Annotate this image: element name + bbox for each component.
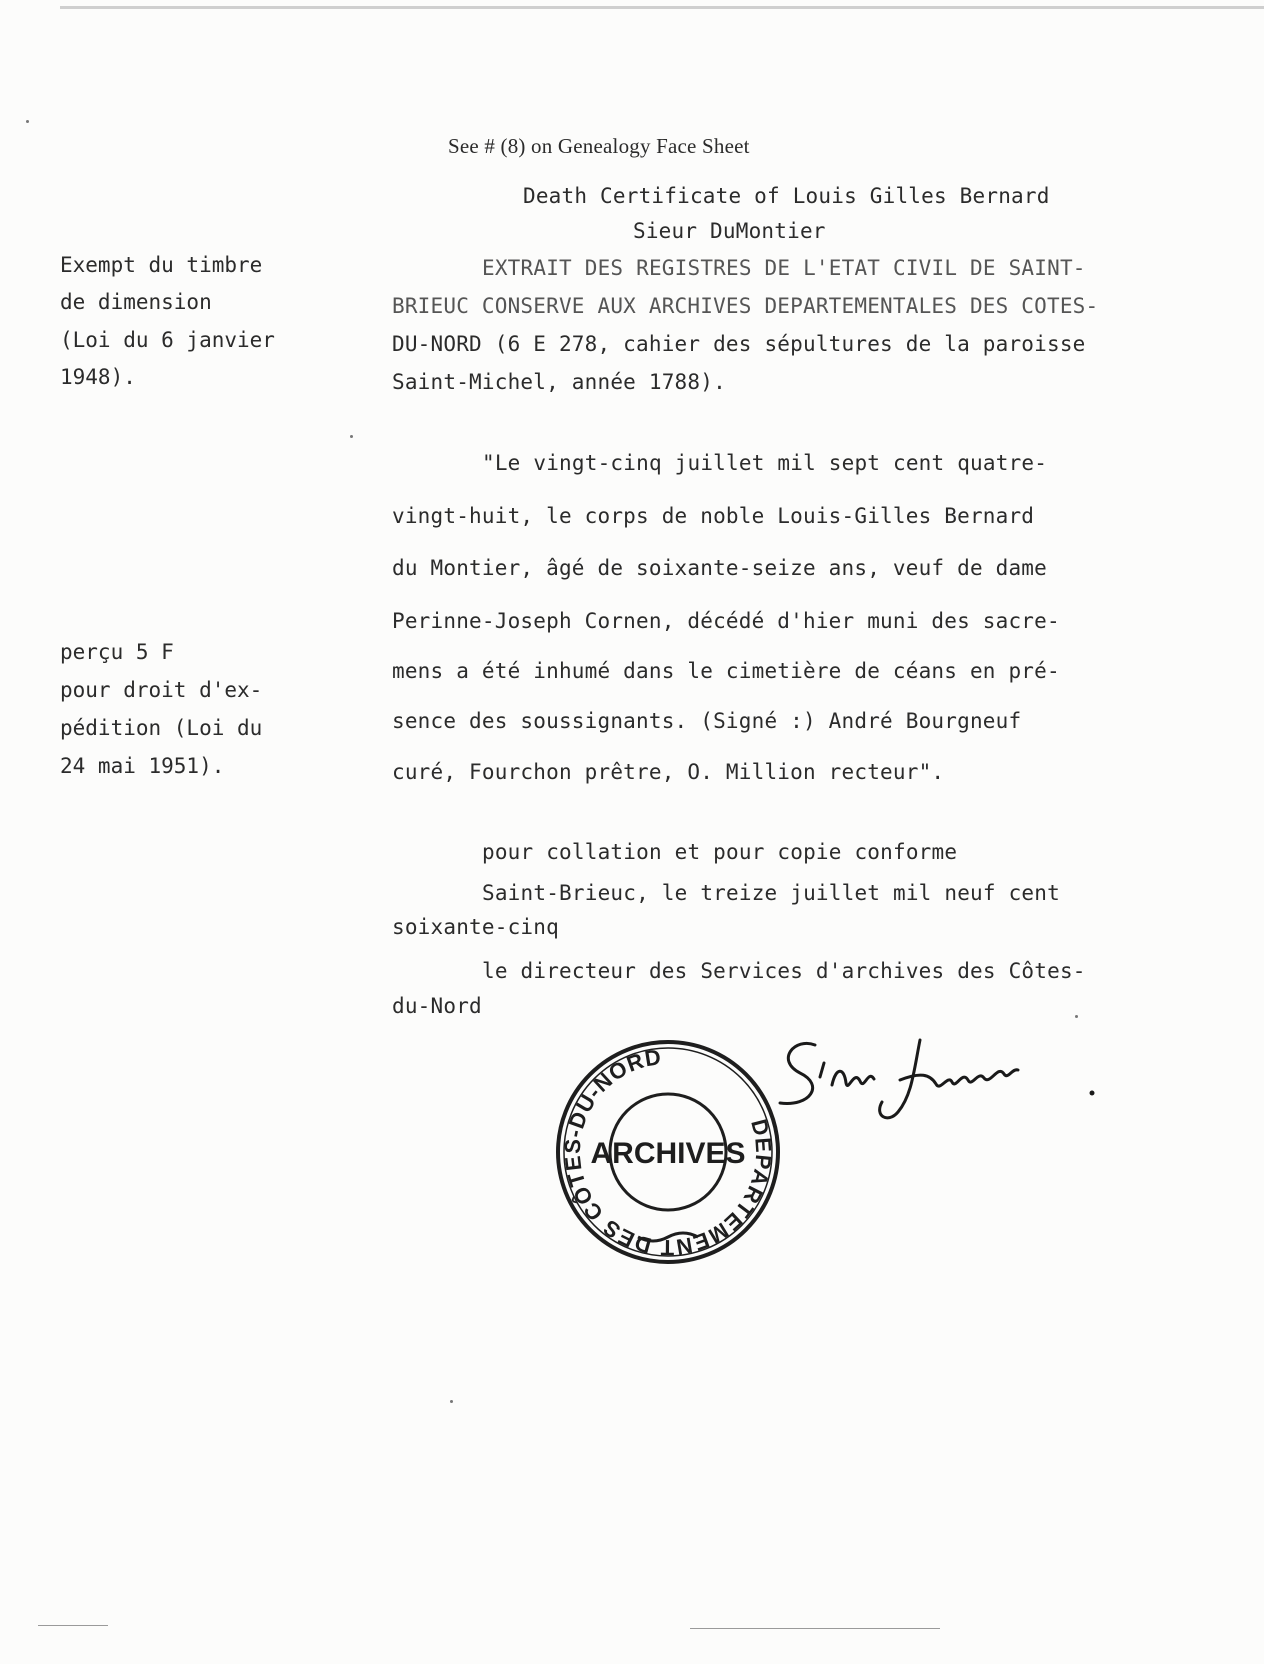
extract-line: EXTRAIT DES REGISTRES DE L'ETAT CIVIL DE SAINT- xyxy=(482,256,1086,280)
extract-line: BRIEUC CONSERVE AUX ARCHIVES DEPARTEMENTALES DES COTES- xyxy=(392,294,1099,318)
margin-line: 1948). xyxy=(60,365,136,389)
scan-mark xyxy=(38,1625,108,1626)
record-line: mens a été inhumé dans le cimetière de céans en pré- xyxy=(392,659,1060,683)
scan-mark xyxy=(690,1628,940,1629)
margin-line: pour droit d'ex- xyxy=(60,678,263,702)
scan-speck xyxy=(26,120,29,123)
record-line: vingt-huit, le corps de noble Louis-Gilles Bernard xyxy=(392,504,1035,528)
stamp-outer-text: DEPARTEMENT DES CÔTES-DU-NORD xyxy=(559,1043,777,1261)
certificate-title: Death Certificate of Louis Gilles Bernard xyxy=(523,184,1050,208)
margin-line: pédition (Loi du xyxy=(60,716,263,740)
stamp-center-text: ARCHIVES xyxy=(590,1137,746,1170)
certification-line: Saint-Brieuc, le treize juillet mil neuf cent xyxy=(482,881,1060,905)
reference-note: See # (8) on Genealogy Face Sheet xyxy=(448,134,750,158)
margin-line: 24 mai 1951). xyxy=(60,754,225,778)
page-top-edge xyxy=(60,6,1264,9)
archives-stamp xyxy=(553,1037,783,1267)
certification-line: du-Nord xyxy=(392,994,482,1018)
margin-line: perçu 5 F xyxy=(60,640,174,664)
director-signature xyxy=(770,1025,1130,1125)
margin-line: (Loi du 6 janvier xyxy=(60,328,275,352)
record-line: Perinne-Joseph Cornen, décédé d'hier muni des sacre- xyxy=(392,609,1060,633)
extract-line: Saint-Michel, année 1788). xyxy=(392,370,726,394)
record-line: "Le vingt-cinq juillet mil sept cent quatre- xyxy=(482,451,1048,475)
extract-line: DU-NORD (6 E 278, cahier des sépultures de la paroisse xyxy=(392,332,1086,356)
margin-line: Exempt du timbre xyxy=(60,253,263,277)
scan-speck xyxy=(1075,1015,1078,1018)
certification-line: le directeur des Services d'archives des Côtes- xyxy=(482,959,1086,983)
record-line: du Montier, âgé de soixante-seize ans, veuf de dame xyxy=(392,556,1047,580)
record-line: sence des soussignants. (Signé :) André Bourgneuf xyxy=(392,709,1022,733)
scan-speck xyxy=(450,1400,453,1403)
record-line: curé, Fourchon prêtre, O. Million recteur". xyxy=(392,760,945,784)
certificate-subtitle: Sieur DuMontier xyxy=(633,219,826,243)
certification-line: pour collation et pour copie conforme xyxy=(482,840,958,864)
certification-line: soixante-cinq xyxy=(392,915,559,939)
margin-line: de dimension xyxy=(60,290,212,314)
scan-speck xyxy=(350,435,353,438)
